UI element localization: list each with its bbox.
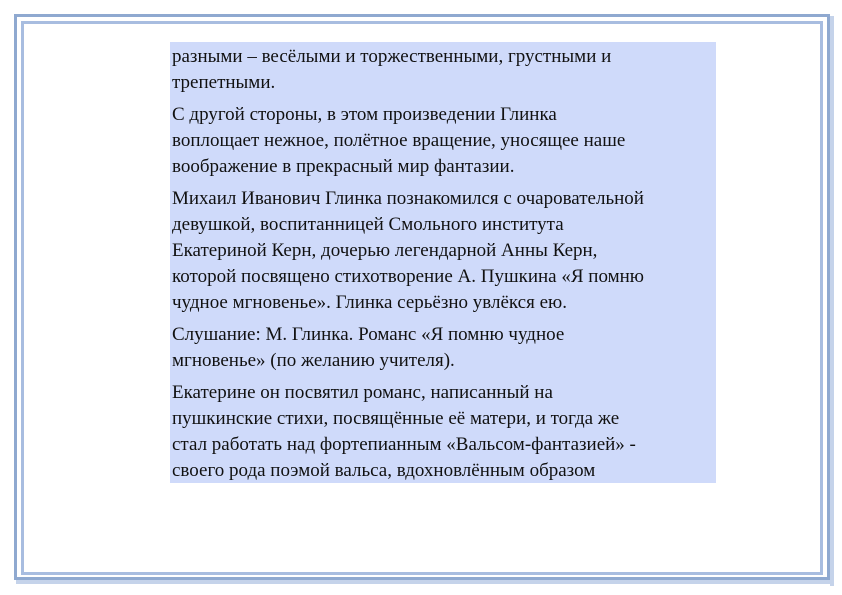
slide-text-box [170,42,716,483]
paragraph-romance-dedication: Екатерине он посвятил романс, написанный на пушкинские стихи, посвящённые её матери, и тогда же стал работать над фортепианным «Вальсом-фантазией» - своего рода поэмой вальса, вдохновлённым образом [172,382,636,481]
frame-shadow-right [830,16,834,586]
paragraph-listening: Слушание: М. Глинка. Романс «Я помню чудное мгновенье» (по желанию учителя). [172,324,565,371]
frame-shadow-bottom [16,580,834,584]
paragraph-other-side: С другой стороны, в этом произведении Глинка воплощает нежное, полётное вращение, уносящее наше воображение в прекрасный мир фантазии. [172,104,626,177]
paragraph-kern-meeting: Михаил Иванович Глинка познакомился с очаровательной девушкой, воспитанницей Смольного института Екатериной Керн, дочерью легендарной Анны Керн, которой посвящено стихотворение А. Пушкина «Я помню чудное мгновенье». Глинка серьёзно увлёкся ею. [172,188,644,313]
paragraph-waltz-moods: разными – весёлыми и торжественными, грустными и трепетными. [172,46,612,93]
